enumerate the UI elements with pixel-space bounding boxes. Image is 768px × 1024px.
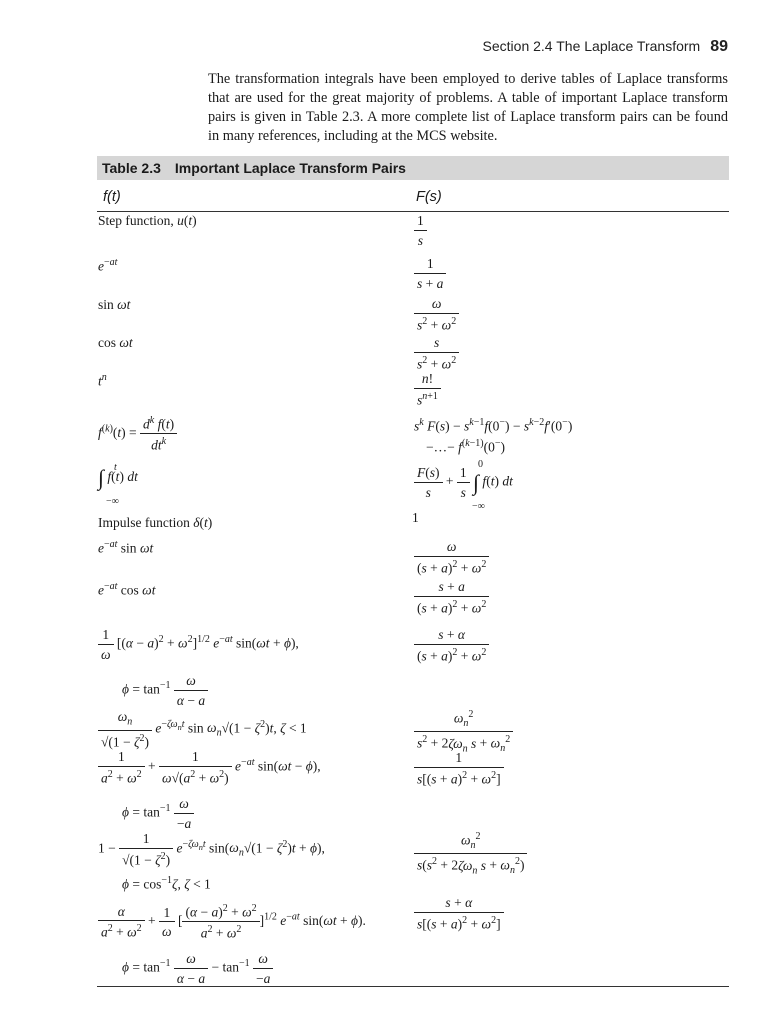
table-rule-top xyxy=(97,211,729,212)
row-damped-sin-ft: $e^{-at}$ sin ωt xyxy=(98,539,154,556)
row-last-fs: $\frac{s + \alpha}{s[(s + a)^2 + \omega^2]}$ xyxy=(414,896,504,931)
row-integral-fs: $\frac{F(s)}{s}$ + $\frac{1}{s}$ ∫ 0 −∞ f(t) dt xyxy=(414,466,513,499)
row-impulse-ft: Impulse function δ(t) xyxy=(98,515,213,530)
row-exp-fs: $\frac{1}{s + a}$ xyxy=(414,257,446,290)
table-title-bar xyxy=(97,156,729,180)
row-phase-ft: $\frac{1}{\omega}$ $[(\alpha - a)^2 + \omega^2]^{1/2}$ $e^{-at}$ sin(ωt + ϕ), xyxy=(98,628,299,661)
row-s-damped-phi: $\phi = \tan^{-1}$ $\frac{\omega}{-a}$ xyxy=(122,797,194,830)
row-deriv-ft: $f^{(k)}(t)$ = $\frac{d^k f(t)}{dt^k}$ xyxy=(98,416,177,452)
table-label: Table 2.3 xyxy=(102,160,161,176)
row-last-phi: $\phi = \tan^{-1}$ $\frac{\omega}{\alpha - a}$ − $\tan^{-1}$ $\frac{\omega}{-a}$ xyxy=(122,952,273,985)
row-phase-fs: $\frac{s + \alpha}{(s + a)^2 + \omega^2}$ xyxy=(414,628,489,663)
page-number: 89 xyxy=(710,38,728,55)
row-integral-ft: ∫ t −∞ f(t) dt xyxy=(98,462,138,507)
row-damped-cos-ft: $e^{-at}$ cos ωt xyxy=(98,581,156,598)
running-head-section: Section 2.4 The Laplace Transform xyxy=(482,38,701,54)
row-sin-ft: sin ωt xyxy=(98,297,131,312)
running-head xyxy=(483,38,728,56)
row-deriv-fs: $s^k$ $F(s) - s^{k-1}f(0^-) - s^{k-2}f'(0^-)$ −…− $f^{(k-1)}(0^-)$ xyxy=(414,417,573,455)
row-s-damped-ft: $\frac{1}{a^2 + \omega^2}$ + $\frac{1}{\omega√(a^2 + \omega^2)}$ $e^{-at}$ sin(ωt − ϕ), xyxy=(98,750,321,785)
row-step-response-ft: 1 − $\frac{1}{√(1 - \zeta^2)}$ $e^{-\zeta\omega_nt}$ $\sin(\omega_n√(1 - \zeta^2)t + \phi)$, xyxy=(98,831,325,867)
row-underdamped-fs: $\frac{\omega_n^2}{s^2 + 2\zeta\omega_n s + \omega_n^2}$ xyxy=(414,710,513,754)
row-cos-fs: $\frac{s}{s^2 + \omega^2}$ xyxy=(414,336,459,371)
row-damped-sin-fs: $\frac{\omega}{(s + a)^2 + \omega^2}$ xyxy=(414,540,489,575)
row-underdamped-ft: $\frac{\omega_n}{√(1 - \zeta^2)}$ $e^{-\zeta\omega_nt}$ $\sin \omega_n√(1 - \zeta^2)t$, ζ < 1 xyxy=(98,710,307,749)
row-cos-ft: cos ωt xyxy=(98,335,133,350)
row-sin-fs: $\frac{\omega}{s^2 + \omega^2}$ xyxy=(414,297,459,332)
row-impulse-fs: 1 xyxy=(412,510,419,525)
row-s-damped-fs: $\frac{1}{s[(s + a)^2 + \omega^2]}$ xyxy=(414,751,504,786)
row-tn-ft: $t^n$ xyxy=(98,372,107,389)
row-tn-fs: $\frac{n!}{s^{n+1}}$ xyxy=(414,372,441,407)
row-step-response-fs: $\frac{\omega_n^2}{s(s^2 + 2\zeta\omega_n s + \omega_n^2)}$ xyxy=(414,832,527,876)
row-damped-cos-fs: $\frac{s + a}{(s + a)^2 + \omega^2}$ xyxy=(414,580,489,615)
row-phase-phi: $\phi = \tan^{-1}$ $\frac{\omega}{\alpha - a}$ xyxy=(122,674,208,707)
row-exp-ft: $e^{-at}$ xyxy=(98,257,118,274)
row-step-label: Step function, xyxy=(98,213,178,228)
table-rule-bottom xyxy=(97,986,729,987)
column-header-fs: F(s) xyxy=(416,189,442,205)
intro-paragraph: The transformation integrals have been employed to derive tables of Laplace transforms that are used for the great majority of problems. A table of important Laplace transform pairs is given in Table 2.3. A more complete list of Laplace transform pairs can be found in many references, including at the MCS website. xyxy=(208,71,728,144)
row-step-response-phi: $\phi = \cos^{-1}\zeta$, ζ < 1 xyxy=(122,875,211,892)
row-step-ft: Step function, u(t) xyxy=(98,213,197,228)
column-header-ft: f(t) xyxy=(103,189,121,205)
row-step-fs: $\frac{1}{s}$ xyxy=(414,214,427,247)
table-title: Important Laplace Transform Pairs xyxy=(174,160,406,176)
row-impulse-label: Impulse function xyxy=(98,515,194,530)
row-last-ft: $\frac{\alpha}{a^2 + \omega^2}$ + $\frac{1}{\omega}$ [ $\frac{(\alpha - a)^2 + \omega^2}{a^2 + \omega^2}$ ]$^{1/2}$ $e^{-at}$ sin(ωt + ϕ). xyxy=(98,904,366,940)
